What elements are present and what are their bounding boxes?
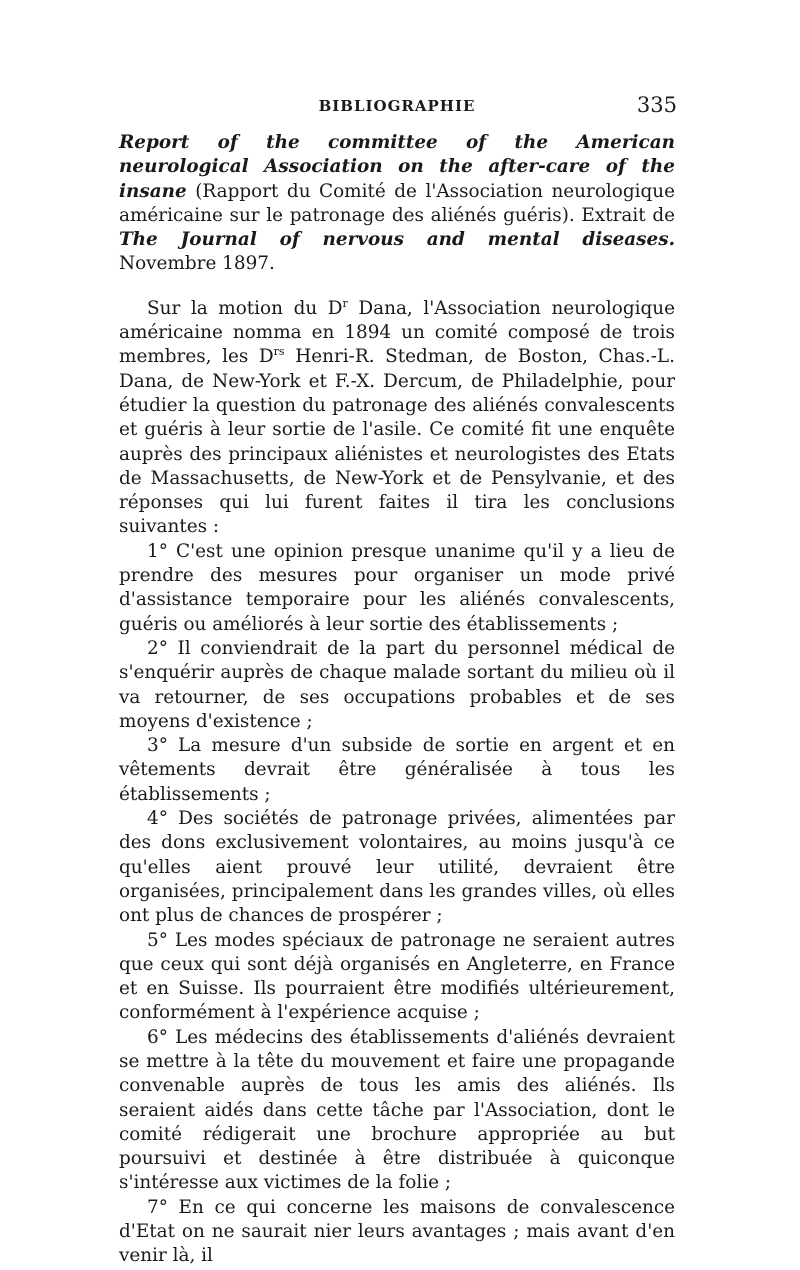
conclusion-4: 4° Des sociétés de patronage privées, alimentées par des dons exclusivement volontaires, au moins jusqu'à ce qu'elles aient prouvé leur utilité, devraient être organisées, principalement dans les grandes villes, où elles ont plus de chances de prospérer ;	[119, 808, 675, 927]
intro-text-2: Dana, l'Association neurologique américaine nomma en 1894 un comité composé de trois membres, les D	[119, 297, 675, 368]
conclusion-7: 7° En ce qui concerne les maisons de convalescence d'Etat on ne saurait nier leurs avantages ; mais avant d'en venir là, il	[119, 1196, 675, 1267]
page-body	[119, 131, 675, 1269]
intro-text-3: Henri-R. Stedman, de Boston, Chas.-L. Dana, de New-York et F.-X. Dercum, de Philadelphie, pour étudier la question du patronage des aliénés convalescents et guéris à leur sortie de l'asile. Ce comité fit une enquête auprès des principaux aliénistes et neurologistes des Etats de Massachusetts, de New-York et de Pensylvanie, et des réponses qui lui furent faites il tira les conclusions suivantes :	[119, 346, 675, 538]
intro-text-1: Sur la motion du D	[147, 297, 343, 319]
bibliographic-reference	[119, 131, 675, 277]
conclusion-3: 3° La mesure d'un subside de sortie en argent et en vêtements devrait être généralisée à tous les établissements ;	[119, 735, 675, 805]
intro-paragraph	[119, 297, 675, 540]
conclusion-5: 5° Les modes spéciaux de patronage ne seraient autres que ceux qui sont déjà organisés en Angleterre, en France et en Suisse. Ils pourraient être modifiés ultérieurement, conformément à l'expérience acquise ;	[119, 929, 675, 1024]
section-title: BIBLIOGRAPHIE	[318, 97, 476, 115]
conclusion-2: 2° Il conviendrait de la part du personnel médical de s'enquérir auprès de chaque malade sortant du milieu où il va retourner, de ses occupations probables et de ses moyens d'existence ;	[119, 637, 675, 732]
reference-title: Report of the committee of the American neurological Association on the after-care of the insane	[119, 132, 675, 202]
conclusion-6: 6° Les médecins des établissements d'aliénés devraient se mettre à la tête du mouvement et faire une propagande convenable auprès de tous les amis des aliénés. Ils seraient aidés dans cette tâche par l'Association, dont le comité rédigerait une brochure appropriée au but poursuivi et destinée à être distribuée à quiconque s'intéresse aux victimes de la folie ;	[119, 1026, 675, 1194]
reference-date: Novembre 1897.	[119, 253, 275, 275]
journal-name: The Journal of nervous and mental diseases.	[119, 229, 675, 251]
conclusion-1: 1° C'est une opinion presque unanime qu'il y a lieu de prendre des mesures pour organiser un mode privé d'assistance temporaire pour les aliénés convalescents, guéris ou améliorés à leur sortie des établissements ;	[119, 540, 675, 635]
intro-superscript-1: r	[342, 296, 348, 310]
page-number: 335	[636, 93, 677, 117]
running-header	[117, 93, 677, 117]
reference-description: (Rapport du Comité de l'Association neurologique américaine sur le patronage des aliénés guéris). Extrait de	[119, 180, 675, 226]
intro-superscript-2: rs	[273, 345, 285, 359]
